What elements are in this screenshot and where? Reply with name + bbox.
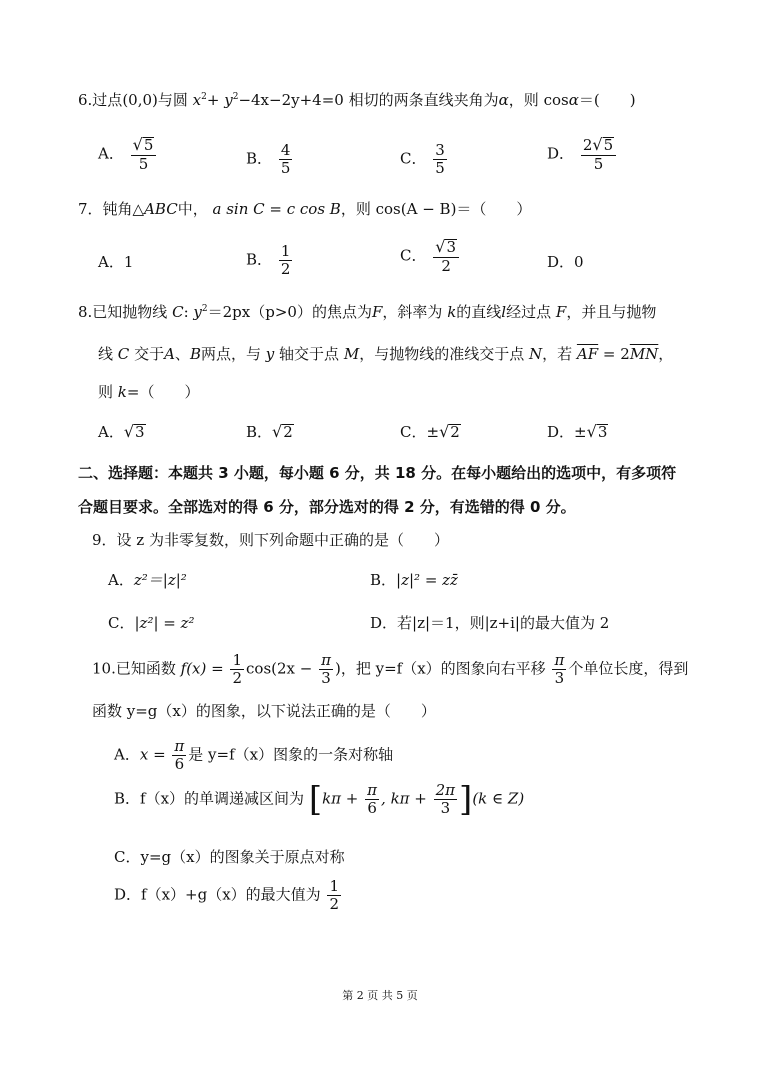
q8-option-b: B． √ 2 xyxy=(246,422,293,441)
section2-heading-line1: 二、选择题：本题共 3 小题，每小题 6 分，共 18 分。在每小题给出的选项中，有多项符 xyxy=(78,464,677,482)
q8-option-a: A． √ 3 xyxy=(98,422,145,441)
q6-option-b: B． $\frac{4}{5}$ xyxy=(246,141,291,177)
q10-option-b: B．f（x）的单调递减区间为 [kπ + $\frac{\pi}{6}$ , kπ + $\frac{2\pi}{3}$ ](k ∈ Z) xyxy=(114,779,525,820)
q10-stem-line1: 10.已知函数 f(x) = $\frac{1}{2}$ cos(2x − $\frac{\pi}{3}$ )，把 y=f（x）的图象向右平移 $\frac{\pi}{3}$ 个单位长度，得到 xyxy=(92,651,689,687)
q10-option-d: D．f（x）+g（x）的最大值为 $\frac{1}{2}$ xyxy=(114,877,340,913)
q8-stem-line2: 线 C 交于A、B两点，与 y 轴交于点 M，与抛物线的准线交于点 N，若 $\overline{AF} = 2\overline{MN}$， xyxy=(98,345,674,363)
q6-option-c: C． $\frac{3}{5}$ xyxy=(400,141,445,177)
q9-option-a: A．z²＝|z|² xyxy=(108,571,187,589)
q10-stem-line2: 函数 y=g（x）的图象，以下说法正确的是（ ） xyxy=(92,702,436,720)
q10-option-a: A．x = $\frac{\pi}{6}$ 是 y=f（x）图象的一条对称轴 xyxy=(114,737,394,773)
q10-option-c: C．y=g（x）的图象关于原点对称 xyxy=(114,848,345,866)
q7-option-a: A．1 xyxy=(98,253,134,271)
q7-option-d: D．0 xyxy=(547,253,584,271)
q6-option-a: A． √ 5 5 xyxy=(98,136,158,173)
q8-stem-line1: 8.已知抛物线 C: $y^2=2px(p>0)$的焦点为F，斜率为 k的直线l经过点 F，并且与抛物 xyxy=(78,303,657,321)
q7-option-b: B． $\frac{1}{2}$ xyxy=(246,242,291,278)
q9-option-b: B．|z|² = zz̄ xyxy=(370,571,458,589)
q8-option-d: D．± √ 3 xyxy=(547,422,608,441)
q6-option-d: D． 2 √ 5 5 xyxy=(547,136,618,173)
q9-option-c: C．|z²| = z² xyxy=(108,614,195,632)
q7-stem: 7．钝角△ABC中， a sin C = c cos B，则 cos(A − B)＝（ ） xyxy=(78,200,532,218)
page-footer: 第 2 页 共 5 页 xyxy=(342,989,418,1002)
q8-stem-line3: 则 k=（ ） xyxy=(98,383,200,401)
q9-option-d: D．若|z|＝1，则|z+i|的最大值为 2 xyxy=(370,614,610,632)
q9-stem: 9．设 z 为非零复数，则下列命题中正确的是（ ） xyxy=(92,531,449,549)
q6-stem: 6.过点(0,0)与圆 $x^2+ y^2-4x-2y+4=0$ 相切的两条直线夹角为α，则 cosα＝( ) xyxy=(78,91,636,109)
section2-heading-line2: 合题目要求。全部选对的得 6 分，部分选对的得 2 分，有选错的得 0 分。 xyxy=(78,498,576,516)
q8-option-c: C．± √ 2 xyxy=(400,422,460,441)
q7-option-c: C． √ 3 2 xyxy=(400,238,461,275)
